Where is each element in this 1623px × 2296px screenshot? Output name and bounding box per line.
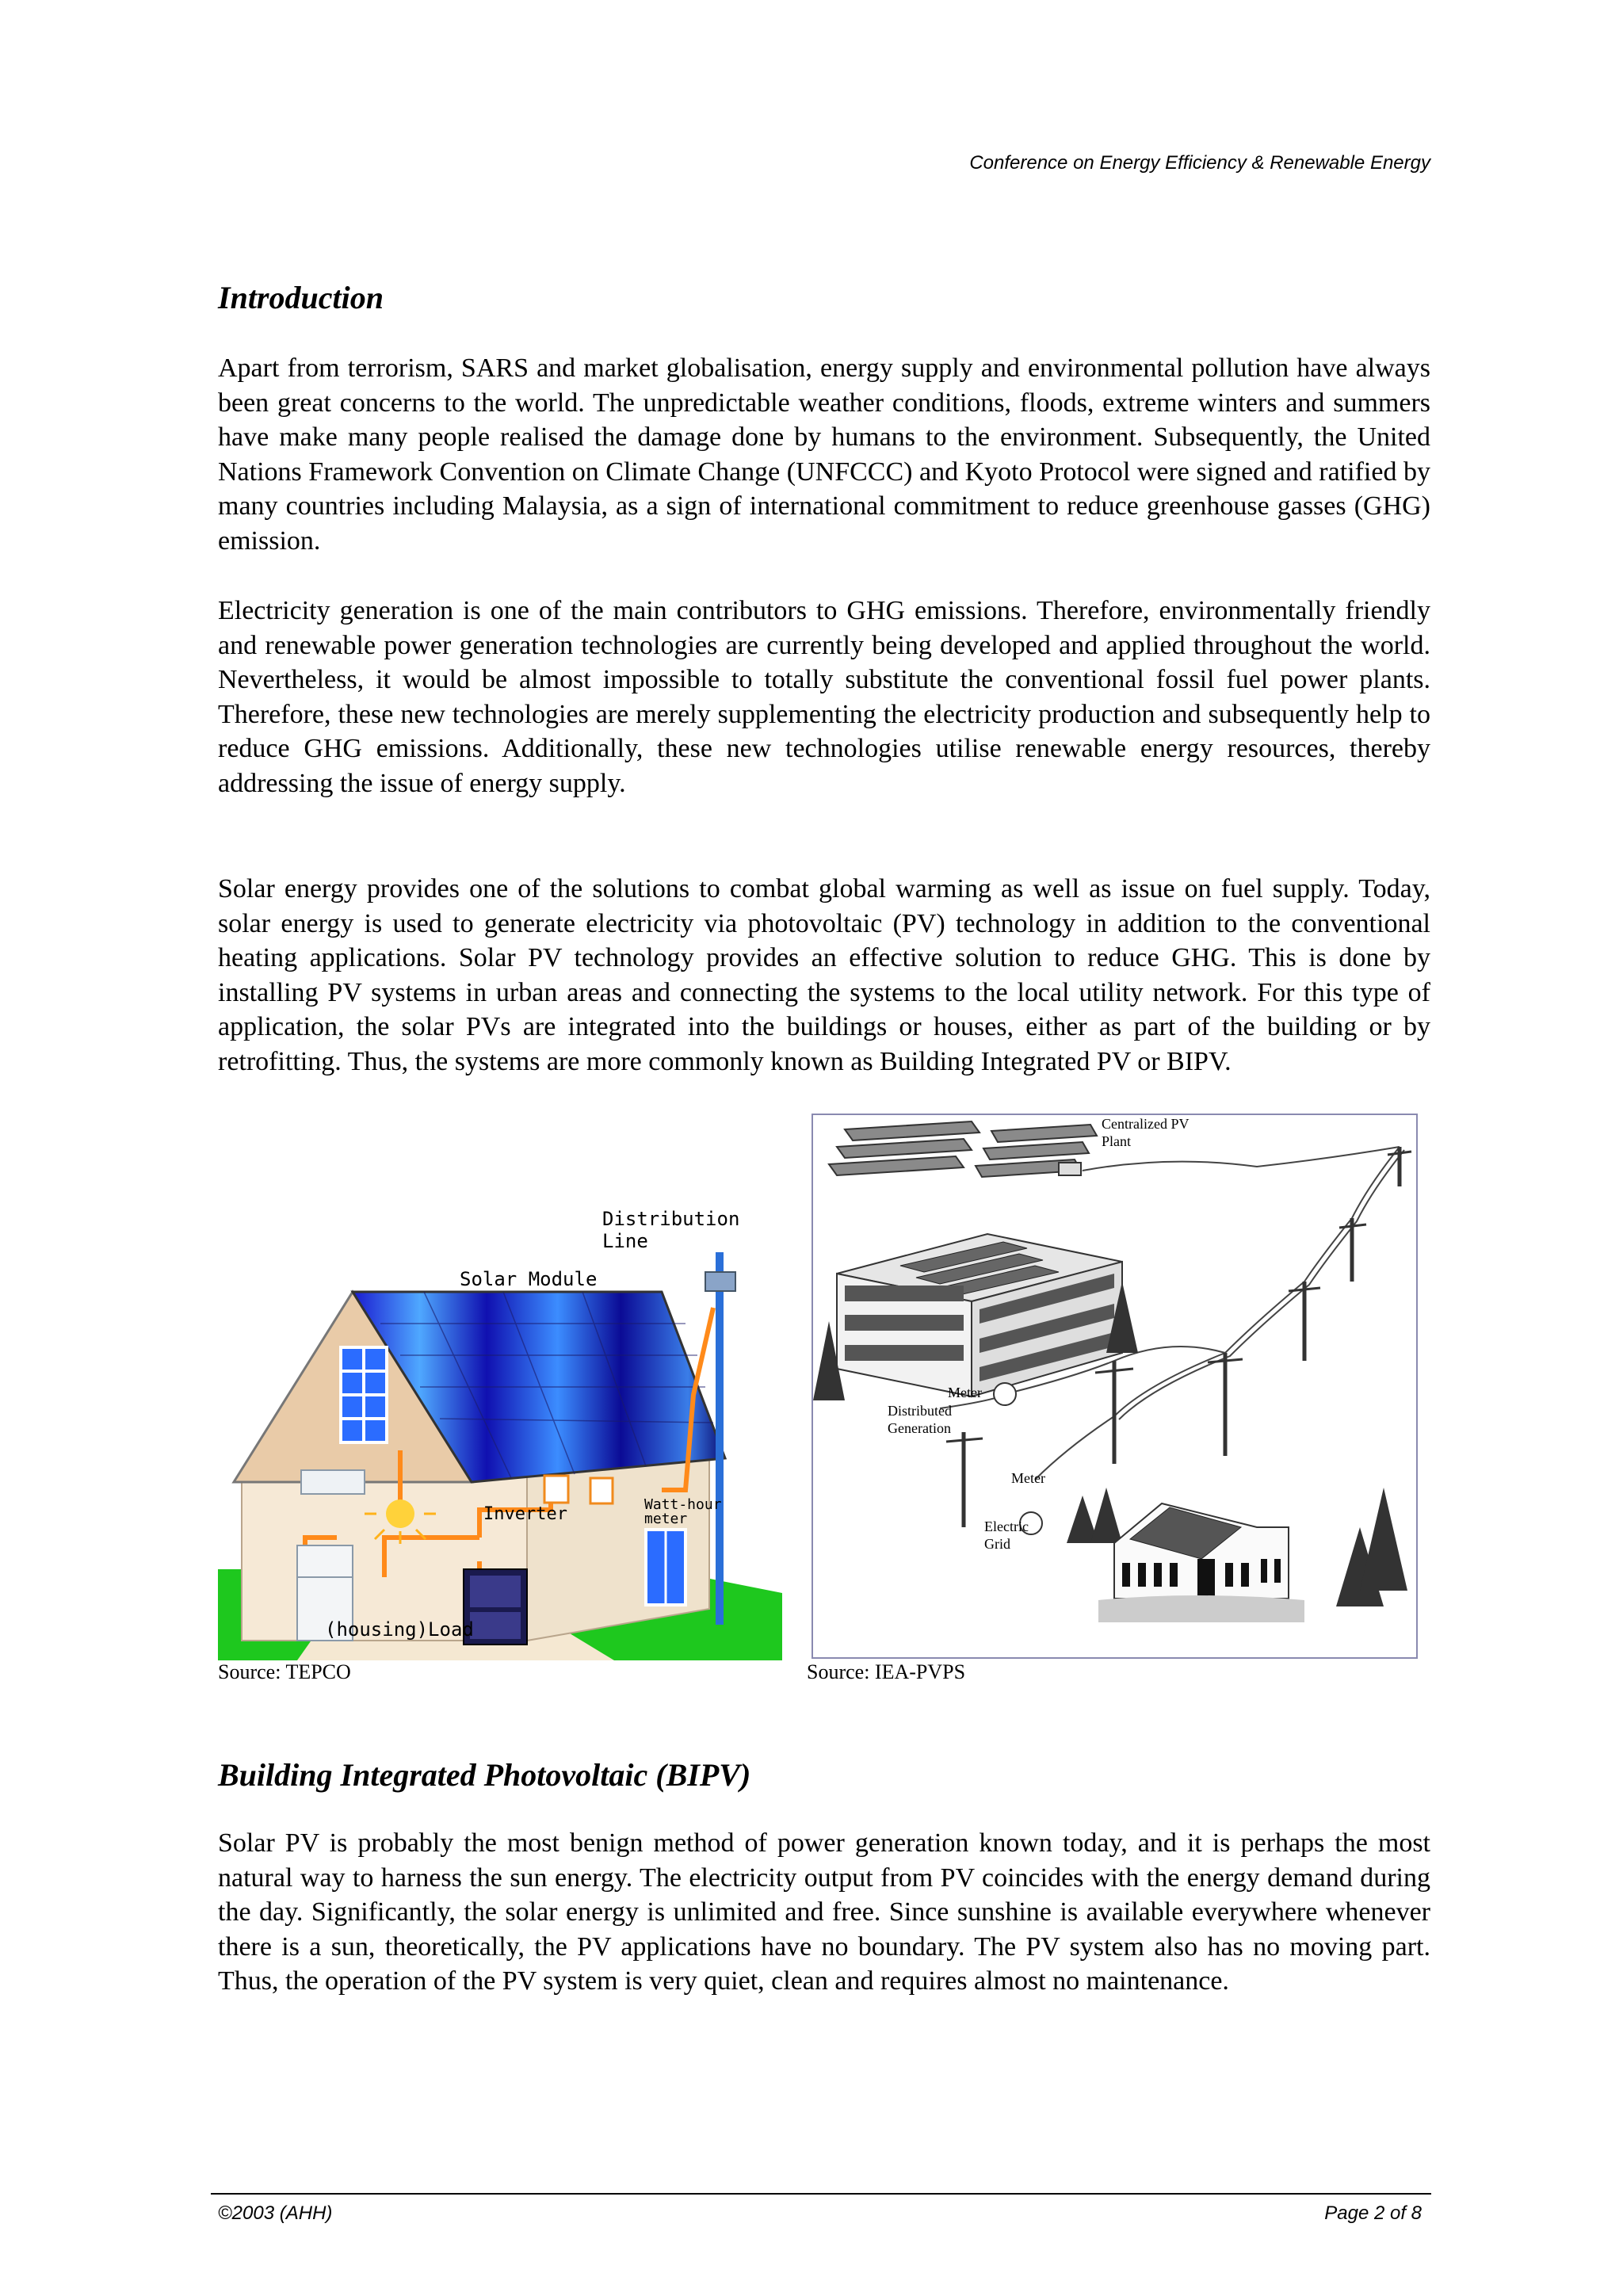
intro-paragraph-3: Solar energy provides one of the solutions to combat global warming as well as issue on fuel supply. Today, solar energy is used to generate electricity via photovoltaic (PV) technology in addition to the conventional heating applications. Solar PV technology provides an effective solution to reduce GHG. This is done by installing PV systems in urban areas and connecting the systems to the local utility network. For this type of application, the solar PVs are integrated into the buildings or houses, either as part of the building or by retrofitting. Thus, the systems are more commonly known as Building Integrated PV or BIPV. [218, 874, 1430, 1076]
watt-hour-meter-box [590, 1478, 613, 1503]
pole-transformer [705, 1272, 735, 1291]
section-heading-bipv: Building Integrated Photovoltaic (BIPV) [218, 1757, 751, 1793]
label-meter-distributed: Meter [948, 1385, 982, 1400]
caption-iea-pvps: Source: IEA-PVPS [807, 1660, 966, 1683]
intro-paragraph-1: Apart from terrorism, SARS and market globalisation, energy supply and environmental pollution have always been great concerns to the world. The unpredictable weather conditions, floods, extreme winters and summers have make many people realised the damage done by humans to the environment. Subsequently, the United Nations Framework Convention on Climate Change (UNFCCC) and Kyoto Protocol were signed and ratified by many countries including Malaysia, as a sign of international commitment to reduce greenhouse gasses (GHG) emission. [218, 353, 1430, 556]
label-centralized-pv-plant: Centralized PV Plant [1102, 1116, 1190, 1149]
distribution-pole [716, 1252, 724, 1625]
bipv-paragraph-1: Solar PV is probably the most benign method of power generation known today, and it is perhaps the most natural way to harness the sun energy. The electricity output from PV coincides with the energy demand during the day. Significantly, the solar energy is unlimited and free. Since sunshine is available everywhere whenever there is a sun, theoretically, the PV applications have no boundary. The PV system also has no moving part. Thus, the operation of the PV system is very quiet, clean and requires almost no maintenance. [218, 1828, 1430, 1996]
plant-inverter-house [1059, 1163, 1081, 1175]
ceiling-lamp [386, 1499, 414, 1528]
caption-tepco: Source: TEPCO [218, 1660, 351, 1683]
label-electric-grid: Electric Grid [984, 1519, 1029, 1552]
meter-distributed [994, 1383, 1016, 1405]
figure-iea-grid [812, 1114, 1418, 1659]
label-distribution-line: Distribution Line [602, 1208, 740, 1252]
footer-copyright: ©2003 (AHH) [218, 2202, 333, 2224]
running-header: Conference on Energy Efficiency & Renewable Energy [969, 152, 1430, 174]
intro-paragraph-2: Electricity generation is one of the main contributors to GHG emissions. Therefore, environmentally friendly and renewable power generation technologies are currently being developed and applied throughout the world. Nevertheless, it would be almost impossible to totally substitute the conventional fossil fuel power plants. Therefore, these new technologies are merely supplementing the electricity production and subsequently help to reduce GHG emissions. Additionally, these new technologies utilise renewable energy resources, thereby addressing the issue of energy supply. [218, 596, 1430, 798]
label-meter-house: Meter [1011, 1470, 1045, 1486]
inverter-box [544, 1476, 568, 1503]
footer-page-number: Page 2 of 8 [1324, 2202, 1422, 2224]
label-housing-load: (housing)Load [325, 1618, 474, 1641]
air-conditioner [301, 1470, 365, 1494]
label-inverter: Inverter [483, 1504, 567, 1524]
centralized-pv-panels [829, 1121, 1097, 1177]
footer-divider [211, 2193, 1431, 2195]
label-solar-module: Solar Module [460, 1268, 598, 1290]
label-watt-hour-meter: Watt-hour meter [644, 1496, 722, 1527]
section-heading-introduction: Introduction [218, 280, 384, 315]
house-shrubs [1098, 1595, 1304, 1622]
house-illustration [218, 1197, 782, 1660]
label-distributed-generation: Distributed Generation [888, 1403, 952, 1436]
grid-illustration [813, 1115, 1416, 1657]
figure-tepco-house [218, 1197, 782, 1660]
